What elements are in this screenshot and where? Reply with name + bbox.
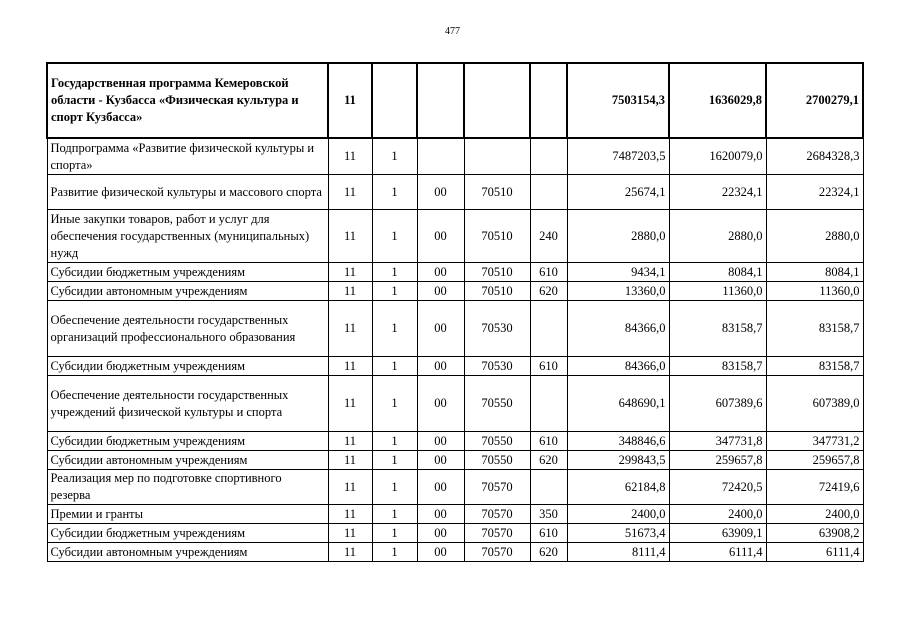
subprogram-code bbox=[372, 63, 417, 138]
amount-year-3: 63908,2 bbox=[766, 524, 863, 543]
amount-year-1: 25674,1 bbox=[567, 175, 669, 210]
direction-code: 70510 bbox=[464, 263, 530, 282]
amount-year-2: 259657,8 bbox=[669, 451, 766, 470]
amount-year-3: 83158,7 bbox=[766, 301, 863, 357]
row-name: Субсидии бюджетным учреждениям bbox=[47, 263, 328, 282]
table-row bbox=[47, 357, 863, 376]
expense-type-code: 620 bbox=[530, 282, 567, 301]
row-name: Иные закупки товаров, работ и услуг для обеспечения государственных (муниципальных) нужд bbox=[47, 210, 328, 263]
direction-code: 70510 bbox=[464, 175, 530, 210]
expense-type-code bbox=[530, 470, 567, 505]
direction-code: 70570 bbox=[464, 505, 530, 524]
amount-year-2: 8084,1 bbox=[669, 263, 766, 282]
amount-year-3: 22324,1 bbox=[766, 175, 863, 210]
table-row bbox=[47, 432, 863, 451]
section-code: 11 bbox=[328, 524, 372, 543]
amount-year-3: 72419,6 bbox=[766, 470, 863, 505]
program-code: 00 bbox=[417, 470, 464, 505]
table-row bbox=[47, 524, 863, 543]
section-code: 11 bbox=[328, 432, 372, 451]
row-name: Премии и гранты bbox=[47, 505, 328, 524]
subprogram-code: 1 bbox=[372, 432, 417, 451]
amount-year-1: 2400,0 bbox=[567, 505, 669, 524]
expense-type-code: 350 bbox=[530, 505, 567, 524]
subprogram-code: 1 bbox=[372, 524, 417, 543]
program-code: 00 bbox=[417, 301, 464, 357]
amount-year-3: 2880,0 bbox=[766, 210, 863, 263]
amount-year-1: 348846,6 bbox=[567, 432, 669, 451]
section-code: 11 bbox=[328, 63, 372, 138]
amount-year-2: 607389,6 bbox=[669, 376, 766, 432]
direction-code: 70550 bbox=[464, 451, 530, 470]
expense-type-code bbox=[530, 63, 567, 138]
subprogram-code: 1 bbox=[372, 505, 417, 524]
amount-year-2: 72420,5 bbox=[669, 470, 766, 505]
direction-code: 70510 bbox=[464, 282, 530, 301]
row-name: Государственная программа Кемеровской области - Кузбасса «Физическая культура и спорт Кузбасса» bbox=[47, 63, 328, 138]
amount-year-3: 2684328,3 bbox=[766, 138, 863, 175]
amount-year-2: 83158,7 bbox=[669, 301, 766, 357]
section-code: 11 bbox=[328, 376, 372, 432]
table-row bbox=[47, 376, 863, 432]
table-row bbox=[47, 451, 863, 470]
section-code: 11 bbox=[328, 263, 372, 282]
expense-type-code: 610 bbox=[530, 432, 567, 451]
table-row bbox=[47, 543, 863, 562]
program-code: 00 bbox=[417, 282, 464, 301]
direction-code bbox=[464, 138, 530, 175]
section-code: 11 bbox=[328, 451, 372, 470]
amount-year-1: 84366,0 bbox=[567, 357, 669, 376]
program-code: 00 bbox=[417, 357, 464, 376]
amount-year-1: 648690,1 bbox=[567, 376, 669, 432]
row-name: Субсидии автономным учреждениям bbox=[47, 543, 328, 562]
row-name: Развитие физической культуры и массового спорта bbox=[47, 175, 328, 210]
table-row bbox=[47, 210, 863, 263]
amount-year-2: 63909,1 bbox=[669, 524, 766, 543]
expense-type-code: 610 bbox=[530, 263, 567, 282]
row-name: Субсидии автономным учреждениям bbox=[47, 451, 328, 470]
amount-year-1: 62184,8 bbox=[567, 470, 669, 505]
direction-code: 70570 bbox=[464, 524, 530, 543]
page-number: 477 bbox=[445, 26, 460, 37]
expense-type-code bbox=[530, 301, 567, 357]
amount-year-3: 607389,0 bbox=[766, 376, 863, 432]
row-name: Субсидии бюджетным учреждениям bbox=[47, 357, 328, 376]
direction-code: 70570 bbox=[464, 543, 530, 562]
amount-year-2: 83158,7 bbox=[669, 357, 766, 376]
table-row bbox=[47, 175, 863, 210]
direction-code: 70510 bbox=[464, 210, 530, 263]
subprogram-code: 1 bbox=[372, 357, 417, 376]
table-row bbox=[47, 138, 863, 175]
subprogram-code: 1 bbox=[372, 451, 417, 470]
amount-year-3: 259657,8 bbox=[766, 451, 863, 470]
expense-type-code: 620 bbox=[530, 543, 567, 562]
section-code: 11 bbox=[328, 175, 372, 210]
program-code: 00 bbox=[417, 524, 464, 543]
subprogram-code: 1 bbox=[372, 210, 417, 263]
program-code: 00 bbox=[417, 210, 464, 263]
direction-code: 70550 bbox=[464, 376, 530, 432]
program-code: 00 bbox=[417, 543, 464, 562]
section-code: 11 bbox=[328, 210, 372, 263]
amount-year-3: 8084,1 bbox=[766, 263, 863, 282]
program-total-row bbox=[47, 63, 863, 138]
row-name: Реализация мер по подготовке спортивного резерва bbox=[47, 470, 328, 505]
program-code bbox=[417, 63, 464, 138]
program-code: 00 bbox=[417, 175, 464, 210]
expense-type-code: 610 bbox=[530, 357, 567, 376]
amount-year-1: 9434,1 bbox=[567, 263, 669, 282]
table-row bbox=[47, 301, 863, 357]
amount-year-2: 2880,0 bbox=[669, 210, 766, 263]
program-code bbox=[417, 138, 464, 175]
amount-year-1: 7487203,5 bbox=[567, 138, 669, 175]
expense-type-code: 610 bbox=[530, 524, 567, 543]
budget-table-body bbox=[47, 63, 863, 562]
amount-year-3: 83158,7 bbox=[766, 357, 863, 376]
table-row bbox=[47, 282, 863, 301]
section-code: 11 bbox=[328, 357, 372, 376]
section-code: 11 bbox=[328, 505, 372, 524]
budget-table bbox=[46, 62, 864, 562]
amount-year-1: 2880,0 bbox=[567, 210, 669, 263]
subprogram-code: 1 bbox=[372, 138, 417, 175]
program-code: 00 bbox=[417, 505, 464, 524]
direction-code: 70530 bbox=[464, 301, 530, 357]
subprogram-code: 1 bbox=[372, 301, 417, 357]
subprogram-code: 1 bbox=[372, 543, 417, 562]
amount-year-2: 2400,0 bbox=[669, 505, 766, 524]
direction-code bbox=[464, 63, 530, 138]
direction-code: 70530 bbox=[464, 357, 530, 376]
table-row bbox=[47, 263, 863, 282]
amount-year-1: 8111,4 bbox=[567, 543, 669, 562]
section-code: 11 bbox=[328, 282, 372, 301]
subprogram-code: 1 bbox=[372, 175, 417, 210]
row-name: Обеспечение деятельности государственных организаций профессионального образования bbox=[47, 301, 328, 357]
table-row bbox=[47, 505, 863, 524]
subprogram-code: 1 bbox=[372, 263, 417, 282]
expense-type-code bbox=[530, 175, 567, 210]
amount-year-1: 84366,0 bbox=[567, 301, 669, 357]
row-name: Субсидии бюджетным учреждениям bbox=[47, 524, 328, 543]
amount-year-3: 11360,0 bbox=[766, 282, 863, 301]
amount-year-2: 1620079,0 bbox=[669, 138, 766, 175]
table-row bbox=[47, 470, 863, 505]
row-name: Обеспечение деятельности государственных учреждений физической культуры и спорта bbox=[47, 376, 328, 432]
program-code: 00 bbox=[417, 451, 464, 470]
subprogram-code: 1 bbox=[372, 282, 417, 301]
amount-year-2: 22324,1 bbox=[669, 175, 766, 210]
row-name: Субсидии бюджетным учреждениям bbox=[47, 432, 328, 451]
amount-year-3: 2700279,1 bbox=[766, 63, 863, 138]
program-code: 00 bbox=[417, 376, 464, 432]
subprogram-code: 1 bbox=[372, 470, 417, 505]
amount-year-2: 1636029,8 bbox=[669, 63, 766, 138]
expense-type-code: 620 bbox=[530, 451, 567, 470]
section-code: 11 bbox=[328, 470, 372, 505]
direction-code: 70570 bbox=[464, 470, 530, 505]
row-name: Субсидии автономным учреждениям bbox=[47, 282, 328, 301]
amount-year-1: 7503154,3 bbox=[567, 63, 669, 138]
section-code: 11 bbox=[328, 301, 372, 357]
amount-year-3: 347731,2 bbox=[766, 432, 863, 451]
row-name: Подпрограмма «Развитие физической культуры и спорта» bbox=[47, 138, 328, 175]
direction-code: 70550 bbox=[464, 432, 530, 451]
section-code: 11 bbox=[328, 138, 372, 175]
amount-year-2: 11360,0 bbox=[669, 282, 766, 301]
section-code: 11 bbox=[328, 543, 372, 562]
amount-year-2: 347731,8 bbox=[669, 432, 766, 451]
amount-year-1: 299843,5 bbox=[567, 451, 669, 470]
program-code: 00 bbox=[417, 263, 464, 282]
amount-year-1: 13360,0 bbox=[567, 282, 669, 301]
amount-year-3: 6111,4 bbox=[766, 543, 863, 562]
expense-type-code bbox=[530, 138, 567, 175]
subprogram-code: 1 bbox=[372, 376, 417, 432]
amount-year-1: 51673,4 bbox=[567, 524, 669, 543]
expense-type-code bbox=[530, 376, 567, 432]
expense-type-code: 240 bbox=[530, 210, 567, 263]
amount-year-3: 2400,0 bbox=[766, 505, 863, 524]
program-code: 00 bbox=[417, 432, 464, 451]
amount-year-2: 6111,4 bbox=[669, 543, 766, 562]
